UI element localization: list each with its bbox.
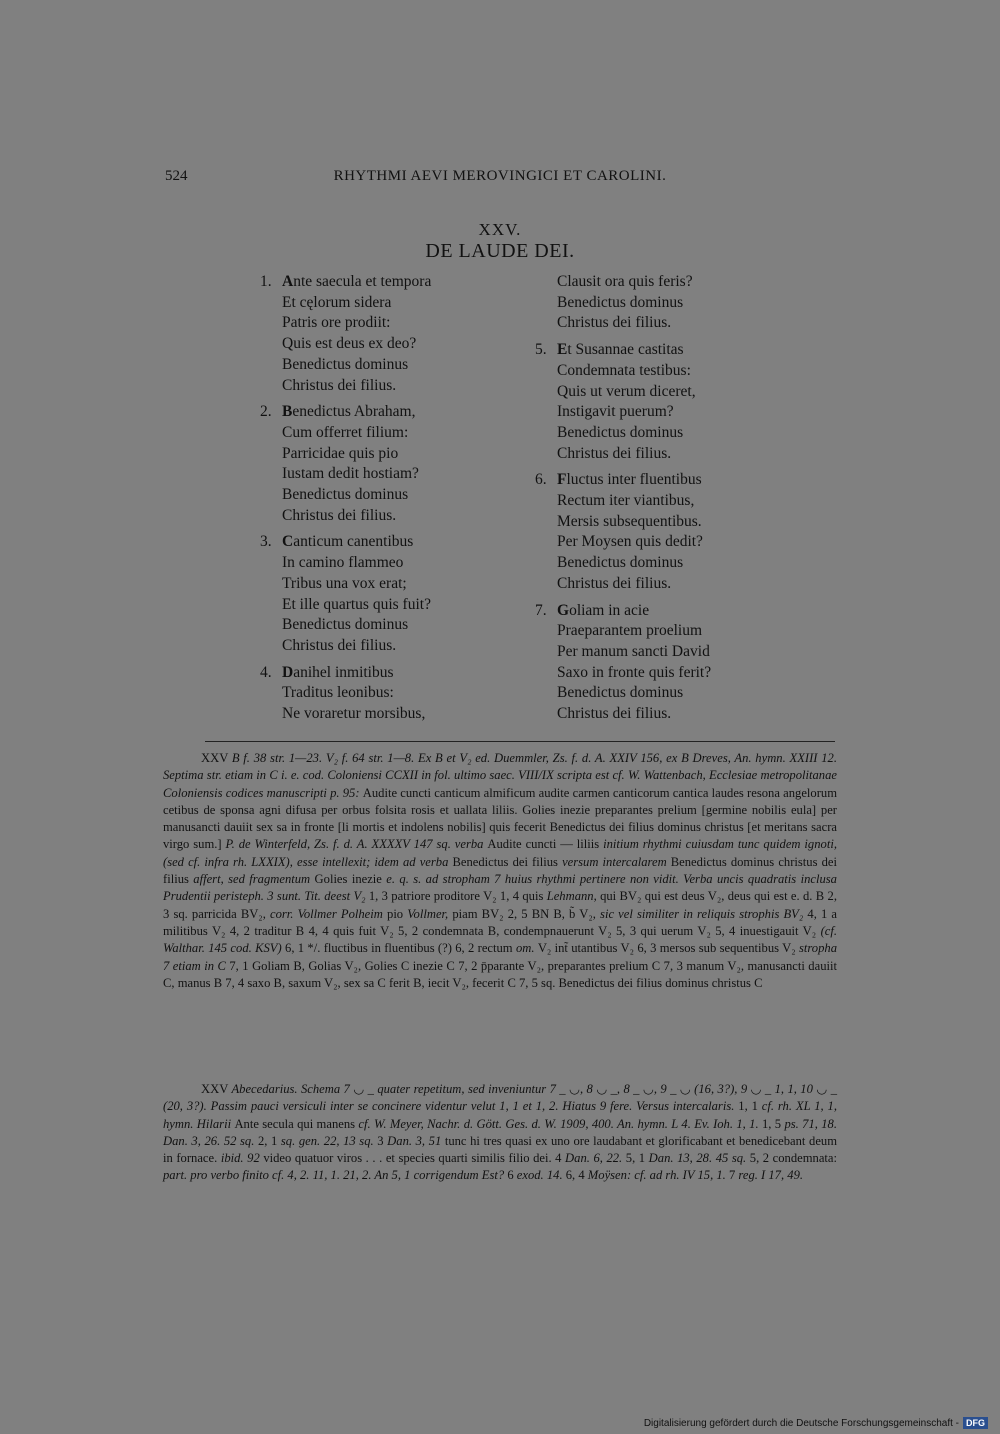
note-segment: B f. 38 str. 1—23. V₂ f. 64 str. 1—8. Ex B et V₂ ed. Duemmler, Zs. f. d. A. XXIV 156, ex B Dreves, An. hymn. XXIII 12. Septima str. etiam in C i. e. cod. Coloniensi CCXII in fol. ultimo saec. VIII/IX scripta est cf. W. Wattenbach, Ecclesiae metropolitanae Coloniensis codices manuscripti p. 95: [163,751,837,800]
dfg-logo: DFG [963,1417,988,1429]
note-segment: 1, 5 [758,1116,785,1131]
verse-line: Benedictus dominus [557,554,684,572]
verse-line: Benedictus Abraham, [282,403,416,421]
note-segment: Audite cuncti — liliis [487,837,604,852]
page-number: 524 [165,168,188,184]
verse-line: Christus dei filius. [557,705,672,723]
verse-line: Mersis subsequentibus. [557,512,702,530]
note-segment: 2, 1 [254,1133,281,1148]
stanza [530,470,780,594]
note-segment: Dan. 6, 22. [565,1151,623,1166]
verse-line: Condemnata testibus: [557,361,691,379]
note-segment: 7 [725,1168,739,1183]
verse-line: Tribus una vox erat; [282,574,407,592]
note-segment: 6 [504,1168,517,1183]
verse-line: Canticum canentibus [282,533,414,551]
verse-line: Clausit ora quis feris? [557,273,693,290]
note-segment: Golies inezie [314,872,387,887]
note-segment: 5, 2 condemnata: [746,1151,838,1166]
note-segment: 1, 1 [738,1099,762,1114]
note-segment: 3 [373,1133,388,1148]
verse-line: Fluctus inter fluentibus [557,471,702,489]
verse-line: Goliam in acie [557,601,650,619]
poem-title: DE LAUDE DEI. [425,240,575,262]
stanza-number: 1. [260,273,272,290]
stanza-number: 5. [535,341,547,359]
verse-line: In camino flammeo [282,554,404,572]
verse-line: Danihel inmitibus [282,663,394,681]
stanza-number: 6. [535,471,547,489]
note-segment: pio [387,906,408,921]
verse-line: Traditus leonibus: [282,684,394,702]
verse-line: Saxo in fronte quis ferit? [557,663,712,681]
note-segment: om. [515,941,538,956]
note-segment: P. de Winterfeld, Zs. f. d. A. XXXXV 147 sq. verba [225,837,488,852]
verse-line: Christus dei filius. [557,444,672,462]
note-segment: Benedictus dei filius [452,854,563,869]
note-segment: 5, 1 [622,1151,649,1166]
note-segment: tunc hi tres quasi ex uno ore laudabant et glorificabant et benedicebant deum in fornace. [163,1133,838,1166]
stanza [530,272,780,334]
stanza-number: 4. [260,663,272,681]
stanza-number: 7. [535,601,547,619]
critical-apparatus [163,750,837,992]
running-title: RHYTHMI AEVI MEROVINGICI ET CAROLINI. [333,168,667,184]
note-segment: sq. gen. 22, 13 sq. [280,1133,374,1148]
note-segment: 6, 1 */. fluctibus in fluentibus (?) 6, 2 rectum [285,941,516,956]
note-segment: initium rhythmi cuiusdam tunc quidem ignoti, (sed cf. infra rh. LXXIX), esse intellexit; idem ad verba [163,837,837,869]
note-segment: Abecedarius. Schema 7 ◡ _ quater repetitum, sed inveniuntur 7 _ ◡, 8 ◡ _, 8 _ ◡, 9 _ ◡ (16, 3?), 9 ◡ _ 1, 1, 10 ◡ _ (20, 3?). Passim pauci versiculi inter se concinere videntur velut 1, 1 et 1, 2. Hiatus 9 fere. Versus intercalaris. [163,1082,837,1114]
verse-line: Parricidae quis pio [282,444,399,462]
verse-line: Instigavit puerum? [557,403,674,421]
verse-line: Benedictus dominus [282,486,409,504]
note-segment: exod. 14. [516,1168,563,1183]
verse-line: Benedictus dominus [557,423,684,441]
verse-line: Rectum iter viantibus, [557,492,695,510]
stanza-number: 3. [260,533,272,551]
verse-line: Benedictus dominus [557,684,684,702]
verse-line: Christus dei filius. [282,506,397,524]
stanza [530,601,780,725]
note-segment: stropha 7 etiam in C [163,941,837,973]
note-segment: XXV [201,1082,232,1096]
verse-line: Benedictus dominus [282,355,409,373]
note-segment: 6, 4 [562,1168,588,1183]
note-segment: qui BV₂ qui est deus V₂, deus qui est e. d. B 2, 3 sq. parricida BV₂, [163,889,837,921]
stanza [255,402,505,526]
note-segment: reg. I 17, 49. [738,1168,804,1183]
stanza-number: 2. [260,403,272,421]
note-segment: part. pro verbo finito cf. 4, 2. 11, 1. 21, 2. An 5, 1 corrigendum Est? [163,1168,505,1183]
note-segment: V₂ int̃ utantibus V₂ 6, 3 mersos sub sequentibus V₂ [537,941,799,956]
verse-line: Praeparantem proelium [557,622,703,640]
verse-line: Quis est deus ex deo? [282,335,417,353]
funding-footer [644,1417,988,1429]
verse-line: Christus dei filius. [557,314,672,332]
note-segment: ps. 71, 18. Dan. 3, 26. 52 sq. [163,1116,838,1148]
note-segment: Benedictus dominus christus dei filius [163,854,837,887]
separator-rule [205,741,835,742]
note-segment: Vollmer, [407,906,453,921]
verse-line: Ne voraretur morsibus, [282,705,426,723]
stanza [255,532,505,656]
note-segment: (cf. Walthar. 145 cod. KSV) [163,923,837,956]
verse-line: Et cęlorum sidera [282,293,392,311]
note-segment: 1, 3 patriore proditore V₂ 1, 4 quis [368,889,547,904]
note-segment: corr. Vollmer Polheim [270,906,388,921]
commentary-notes [163,1081,837,1185]
note-segment: Audite cuncti canticum almificum audite carmen canticorum cantica laudes resona angelorum cetibus de sponsa agni difusa per orbus folsita rosis et uallata liliis. Golies inezie preparantes prelium [germine nobilis eula] per manusancti dauiit sex sa in fronte [li mortis et indolens nobilis] quis fecerit Benedictus dei filius dominus christus [et meritans sacra virgo sum.] [163,785,837,852]
note-segment: cf. W. Meyer, Nachr. d. Gött. Ges. d. W. 1909, 400. An. hymn. L 4. Ev. Ioh. 1, 1. [358,1116,759,1131]
stanza [255,663,505,725]
verse-line: Ante saecula et tempora [282,273,432,290]
note-segment: sic vel similiter in reliquis strophis BV₂ [600,906,808,921]
note-segment: 4, 1 a militibus V₂ 4, 2 traditur B 4, 4 quis fuit V₂ 5, 2 condemnata B, condempnauerunt V₂ 5, 3 qui uerum V₂ 5, 4 inuestigauit V₂ [163,906,838,938]
verse-line: Christus dei filius. [282,636,397,654]
verse-line: Christus dei filius. [282,376,397,394]
note-segment: e. q. s. ad stropham 7 huius rhythmi pertinere non vidit. Verba uncis quadratis inclusa Prudentii peristeph. 3 sunt. Tit. deest V₂ [163,872,837,904]
note-segment: Ante secula qui manens [234,1116,359,1131]
verse-line: Quis ut verum diceret, [557,382,696,400]
verse-line: Benedictus dominus [282,616,409,634]
note-segment: Dan. 13, 28. 45 sq. [648,1151,747,1166]
note-segment: Dan. 3, 51 [387,1133,445,1148]
poem-number: XXV. [478,220,522,239]
running-header [160,168,840,190]
verse-line: Cum offerret filium: [282,423,409,441]
note-segment: piam BV₂ 2, 5 BN B, b̃ V₂, [452,906,601,921]
note-segment: video quatuor viros . . . et species quarti similis filio dei. 4 [263,1151,566,1166]
verse-line: Christus dei filius. [557,574,672,592]
verse-line: Iustam dedit hostiam? [282,465,419,483]
note-segment: 7, 1 Goliam B, Golias V₂, Golies C inezie C 7, 2 p̄parante V₂, preparantes prelium C 7, 3 manum V₂, manusancti dauiit C, manus B 7, 4 saxo B, saxum V₂, sex sa C ferit B, iecit V₂, fecerit C 7, 5 sq. Benedictus dei filius dominus christus C [163,958,837,990]
verse-line: Patris ore prodiit: [282,314,391,332]
stanza [255,272,505,396]
note-segment: cf. rh. XL 1, 1, hymn. Hilarii [163,1099,837,1131]
note-segment: XXV [201,751,232,765]
verse-line: Benedictus dominus [557,293,684,311]
footer-text: Digitalisierung gefördert durch die Deutsche Forschungsgemeinschaft - [643,1417,959,1429]
verse-line: Et Susannae castitas [557,341,684,359]
note-segment: Lehmann, [546,889,601,904]
verse-line: Per manum sancti David [557,642,710,660]
verse-line: Et ille quartus quis fuit? [282,595,431,613]
note-segment: Moÿsen: cf. ad rh. IV 15, 1. [587,1168,726,1183]
note-segment: versum intercalarem [562,854,671,869]
note-segment: ibid. 92 [220,1151,264,1166]
note-segment: affert, sed fragmentum [193,872,315,887]
poem-right-column [530,272,780,731]
stanza [530,340,780,464]
poem-left-column [255,272,505,731]
verse-line: Per Moysen quis dedit? [557,533,703,551]
